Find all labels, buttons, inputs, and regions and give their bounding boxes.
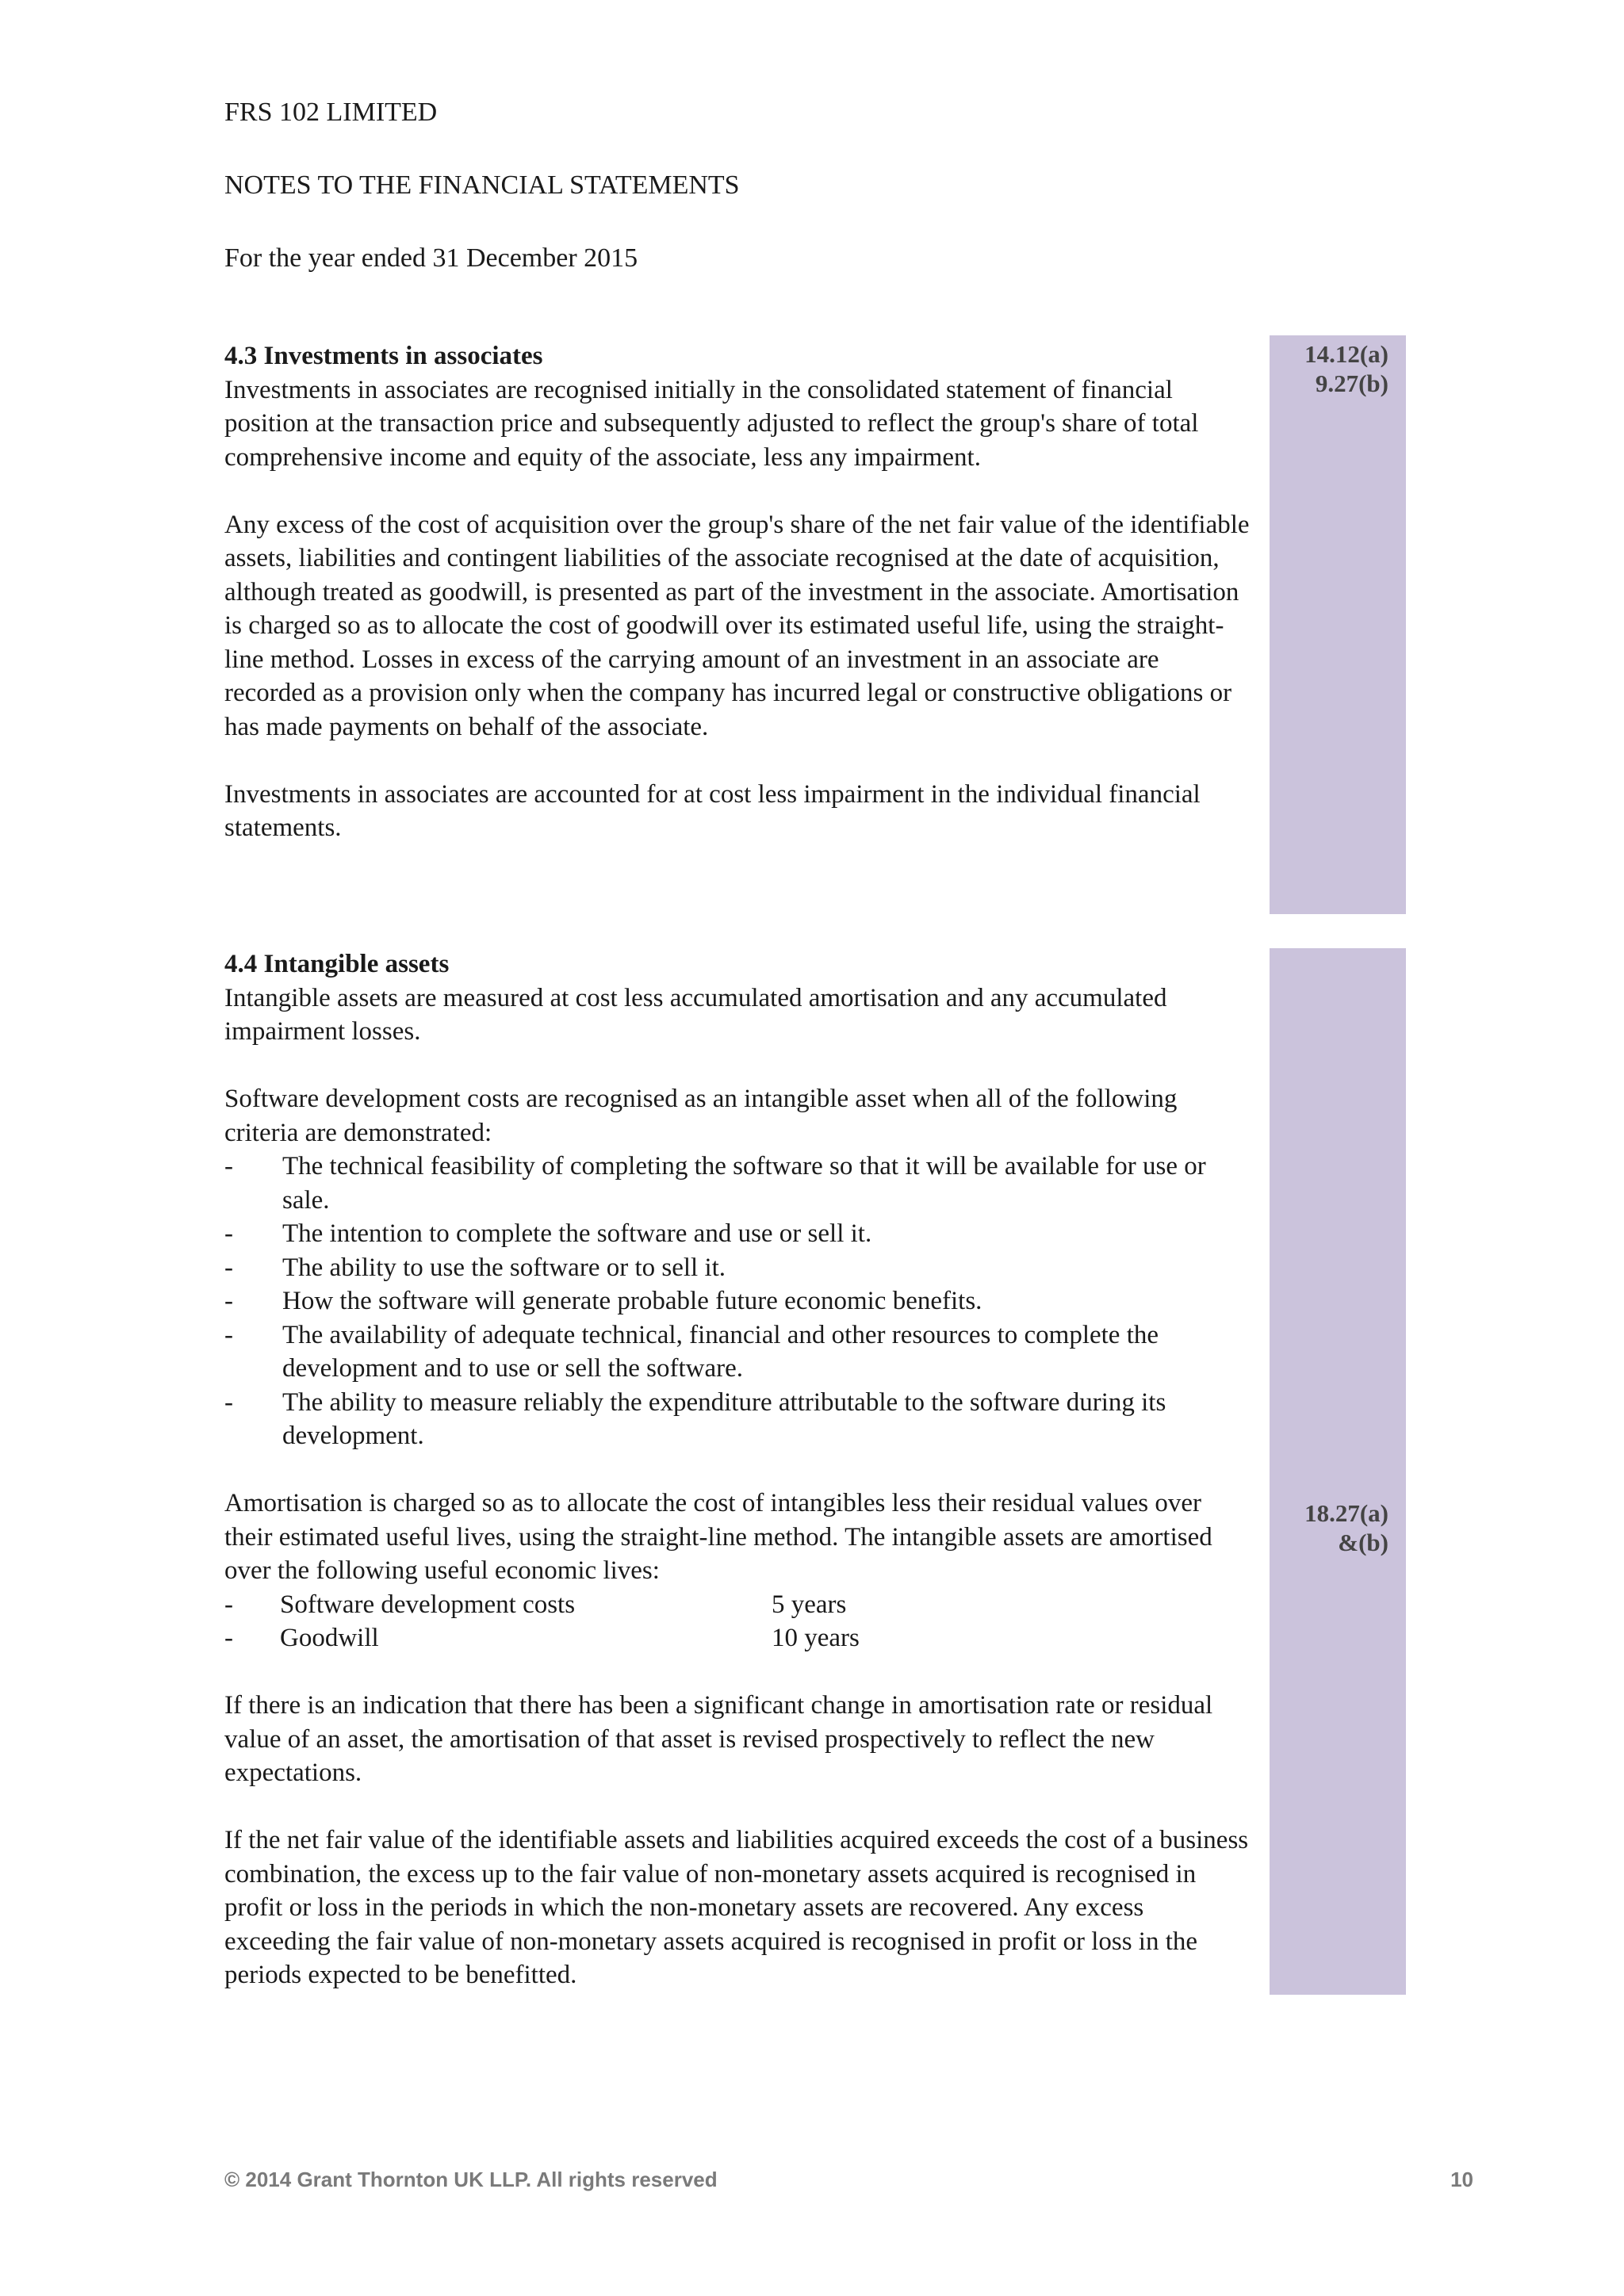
- reference-code: 18.27(a): [1304, 1499, 1388, 1527]
- paragraph: If there is an indication that there has been a significant change in amortisation rate or residual value of an asset, the amortisation of that asset is revised prospectively to reflect the new expectations.: [224, 1691, 1213, 1787]
- criteria-list: [224, 1150, 1255, 1453]
- paragraph: Software development costs are recognised as an intangible asset when all of the following criteria are demonstrated:: [224, 1085, 1178, 1147]
- useful-life-row: [224, 1621, 1255, 1655]
- paragraph: Amortisation is charged so as to allocate the cost of intangibles less their residual values over their estimated useful lives, using the straight-line method. The intangible assets are amortised over the following useful economic lives:: [224, 1489, 1212, 1585]
- section-heading: 4.3 Investments in associates: [224, 342, 543, 370]
- section-investments-in-associates: [224, 339, 1255, 845]
- reference-code: &(b): [1338, 1529, 1388, 1556]
- paragraph: Investments in associates are recognised initially in the consolidated statement of financial position at the transaction price and subsequently adjusted to reflect the group's share of total comprehensive income and equity of the associate, less any impairment.: [224, 375, 1199, 472]
- list-item: - The ability to use the software or to sell it.: [224, 1251, 1255, 1285]
- paragraph: Investments in associates are accounted for at cost less impairment in the individual financial statements.: [224, 779, 1201, 842]
- list-item: - The intention to complete the software and use or sell it.: [224, 1217, 1255, 1251]
- reference-code: 9.27(b): [1315, 369, 1388, 397]
- reference-associates: [1304, 339, 1388, 398]
- paragraph: Intangible assets are measured at cost less accumulated amortisation and any accumulated impairment losses.: [224, 983, 1167, 1046]
- list-item: - The technical feasibility of completing the software so that it will be available for use or sale.: [224, 1150, 1255, 1217]
- reference-code: 14.12(a): [1304, 340, 1388, 368]
- list-item: - The availability of adequate technical, financial and other resources to complete the development and to use or sell the software.: [224, 1318, 1255, 1386]
- asset-name: Goodwill: [280, 1624, 379, 1652]
- page-number: 10: [1450, 2168, 1473, 2191]
- section-heading: 4.4 Intangible assets: [224, 950, 450, 978]
- reference-sidebar-intangibles: [1270, 948, 1406, 1995]
- list-item: - How the software will generate probable future economic benefits.: [224, 1284, 1255, 1318]
- useful-life-row: [224, 1588, 1255, 1622]
- company-name: FRS 102 LIMITED: [224, 98, 438, 127]
- useful-lives-table: [224, 1588, 1255, 1655]
- asset-name: Software development costs: [280, 1590, 576, 1619]
- section-intangible-assets: [224, 947, 1255, 1992]
- dash-marker: -: [224, 1624, 233, 1652]
- reference-intangibles: [1304, 1498, 1388, 1557]
- document-title: NOTES TO THE FINANCIAL STATEMENTS: [224, 170, 740, 200]
- paragraph: Any excess of the cost of acquisition over the group's share of the net fair value of the identifiable assets, liabilities and contingent liabilities of the associate recognised at the date of acquisition, although treated as goodwill, is presented as part of the investment in the associate. Amortisation is charged so as to allocate the cost of goodwill over its estimated useful life, using the straight-line method. Losses in excess of the carrying amount of an investment in an associate are recorded as a provision only when the company has incurred legal or constructive obligations or has made payments on behalf of the associate.: [224, 510, 1250, 741]
- dash-marker: -: [224, 1590, 233, 1619]
- useful-life-period: 10 years: [772, 1624, 860, 1652]
- paragraph: If the net fair value of the identifiable assets and liabilities acquired exceeds the cost of a business combination, the excess up to the fair value of non-monetary assets acquired is recognised in profit or loss in the periods in which the non-monetary assets are recovered. Any excess exceeding the fair value of non-monetary assets acquired is recognised in profit or loss in the periods expected to be benefitted.: [224, 1826, 1249, 1989]
- useful-life-period: 5 years: [772, 1590, 847, 1619]
- reference-sidebar-associates: [1270, 335, 1406, 914]
- copyright-notice: © 2014 Grant Thornton UK LLP. All rights reserved: [224, 2168, 718, 2191]
- list-item: - The ability to measure reliably the expenditure attributable to the software during its development.: [224, 1386, 1255, 1453]
- period-line: For the year ended 31 December 2015: [224, 243, 638, 273]
